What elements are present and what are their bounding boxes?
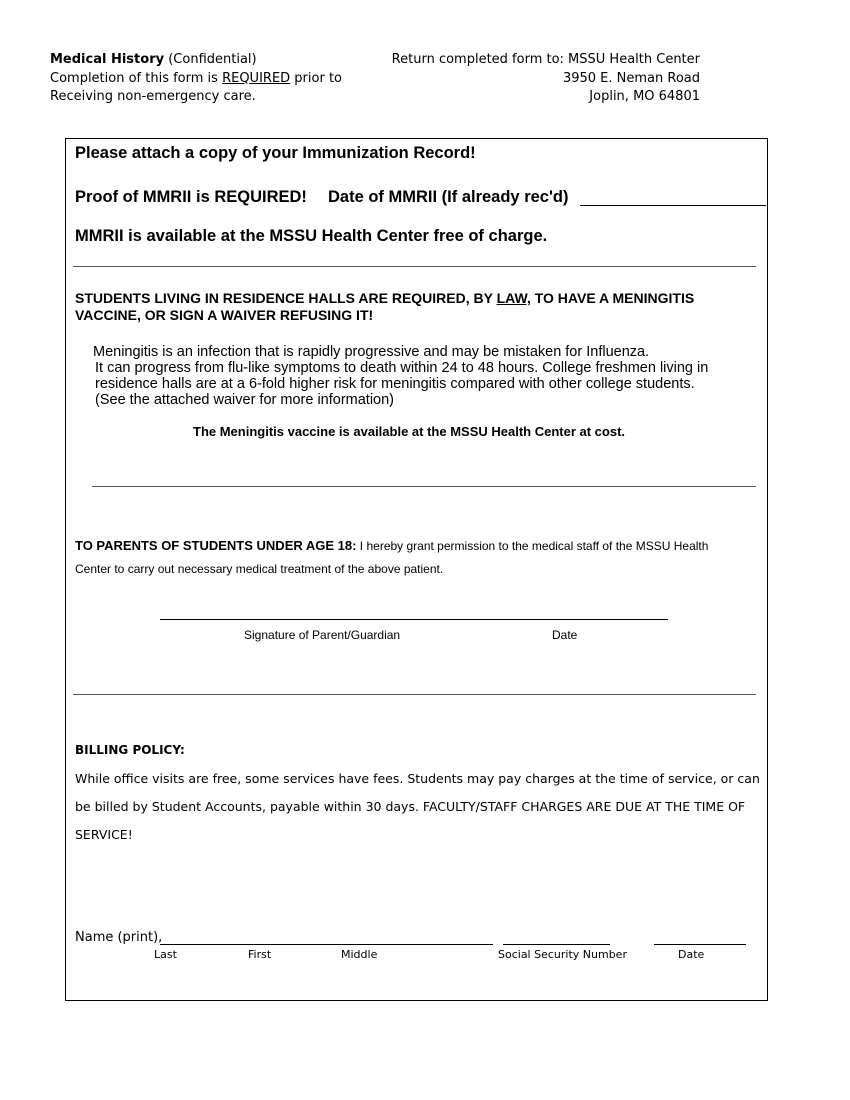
ssn-label: Social Security Number [498,948,627,961]
mmrii-date-label: Date of MMRII (If already rec'd) [328,188,569,206]
parent-signature-label: Signature of Parent/Guardian [244,628,401,642]
last-name-label: Last [154,948,177,961]
meningitis-info-1: Meningitis is an infection that is rapidly progressive and may be mistaken for Influenza. [93,344,650,360]
parent-signature-line[interactable] [160,619,668,620]
divider-1 [73,266,756,267]
attach-record-note: Please attach a copy of your Immunization Record! [75,144,476,162]
date-label: Date [678,948,705,961]
completion-note: Completion of this form is REQUIRED prior to [50,70,342,86]
return-address: Return completed form to: MSSU Health Center 3950 E. Neman Road Joplin, MO 64801 [391,52,700,104]
billing-text-3: SERVICE! [75,827,133,842]
name-print-field[interactable] [160,944,493,945]
first-name-label: First [248,948,272,961]
mmrii-availability: MMRII is available at the MSSU Health Center free of charge. [75,227,548,245]
billing-text-1: While office visits are free, some services have fees. Students may pay charges at the time of service, or can [75,771,760,786]
mmrii-date-field[interactable] [580,205,766,206]
meningitis-info-4: (See the attached waiver for more information) [95,392,394,408]
parent-date-label: Date [552,628,578,642]
divider-3 [73,694,756,695]
parent-permission: TO PARENTS OF STUDENTS UNDER AGE 18: I hereby grant permission to the medical staff of the MSSU Health [75,538,709,553]
billing-text-2: be billed by Student Accounts, payable within 30 days. FACULTY/STAFF CHARGES ARE DUE AT THE TIME OF [75,799,746,814]
meningitis-heading: STUDENTS LIVING IN RESIDENCE HALLS ARE REQUIRED, BY LAW, TO HAVE A MENINGITIS VACCINE, OR SIGN A WAIVER REFUSING IT! [75,290,695,323]
form-header-left [50,51,342,107]
divider-2 [92,486,756,487]
name-date-field[interactable] [654,944,746,945]
name-print-label: Name (print), [75,930,163,945]
proof-required: Proof of MMRII is REQUIRED! [75,188,307,206]
middle-name-label: Middle [341,948,378,961]
completion-note-2: Receiving non-emergency care. [50,89,256,104]
parent-permission-2: Center to carry out necessary medical treatment of the above patient. [75,562,444,576]
meningitis-info-2: It can progress from flu-like symptoms to death within 24 to 48 hours. College freshmen living in [95,360,709,376]
billing-heading: BILLING POLICY: [75,743,185,757]
ssn-field[interactable] [503,944,610,945]
meningitis-vaccine-note: The Meningitis vaccine is available at the MSSU Health Center at cost. [193,424,626,439]
meningitis-info-3: residence halls are at a 6-fold higher risk for meningitis compared with other college students. [95,376,695,392]
form-title: Medical History (Confidential) [50,52,257,67]
